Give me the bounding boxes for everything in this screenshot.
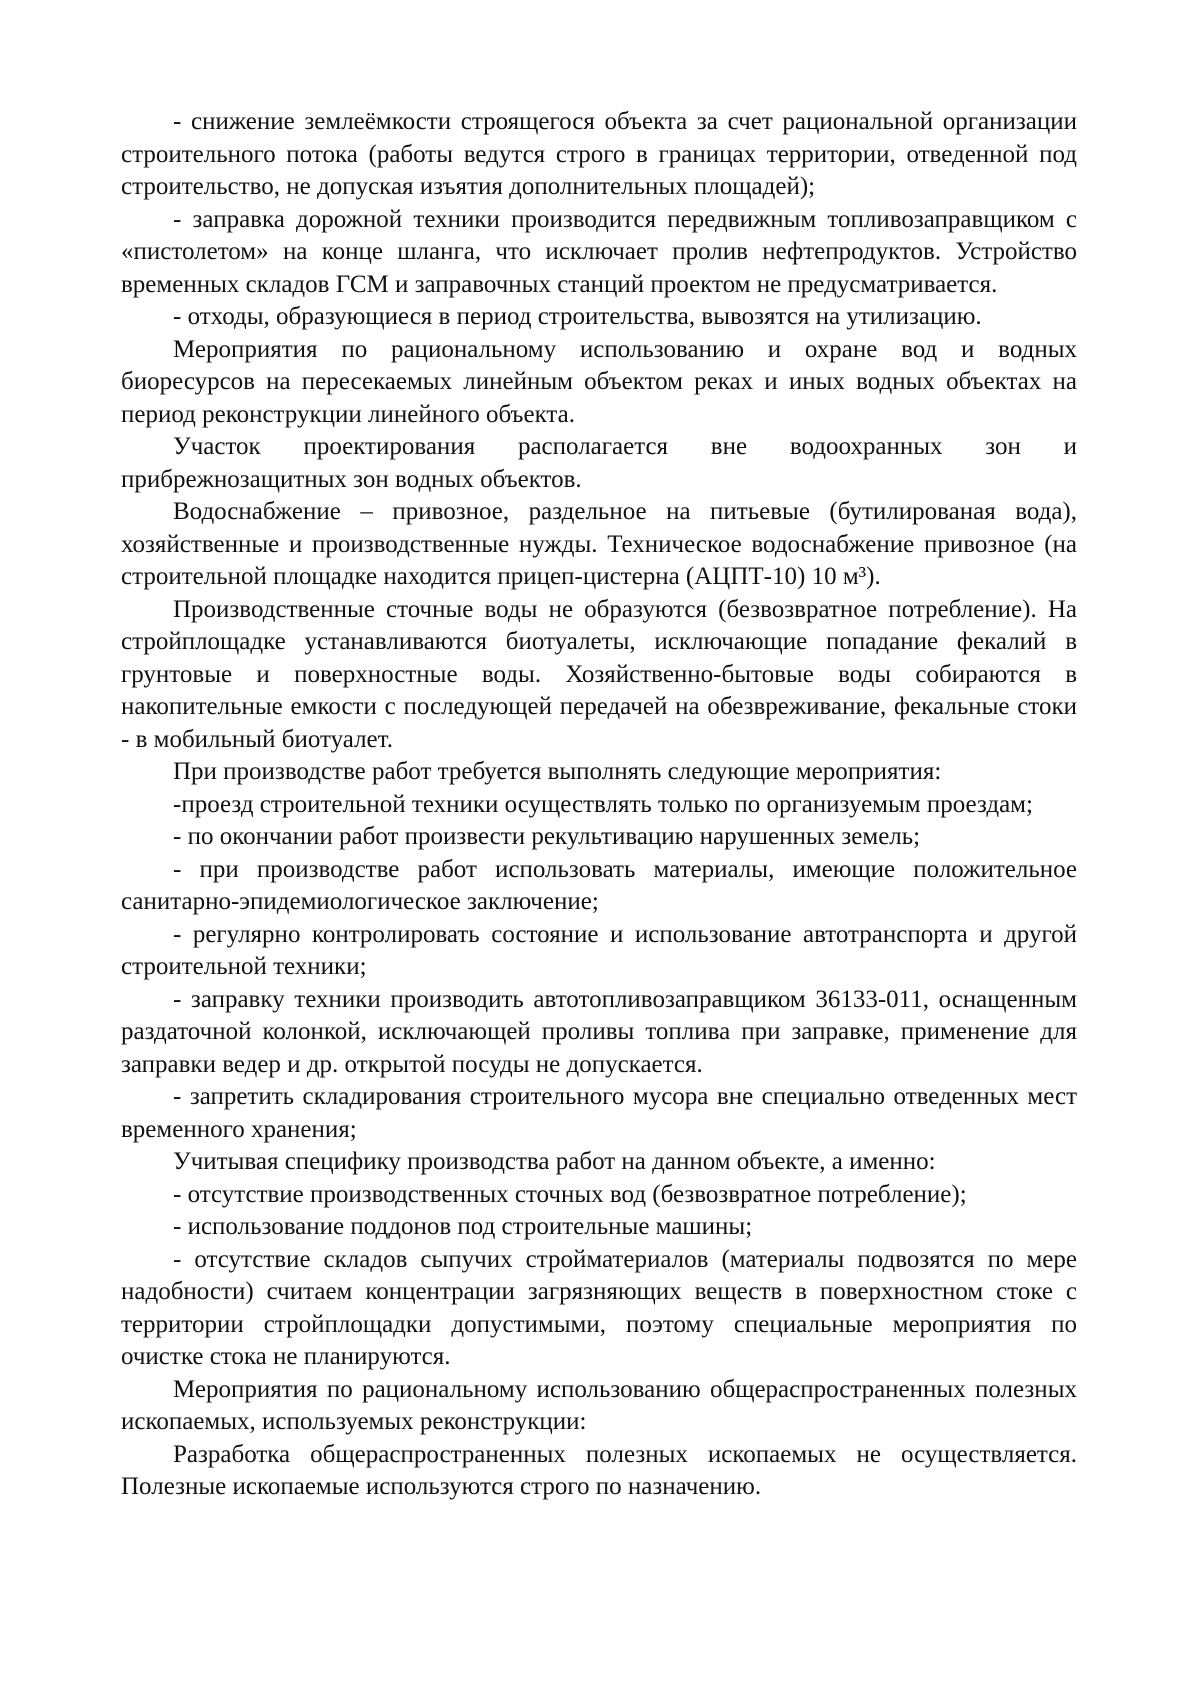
paragraph-refueling: - заправка дорожной техники производится передвижным топливозаправщиком с «пистолетом» на конце шланга, что исключает пролив нефтепродуктов. Устройство временных складов ГСМ и заправочных станций проектом не предусматривается. — [121, 205, 1077, 298]
paragraph-measure-recultivation: - по окончании работ произвести рекультивацию нарушенных земель; — [173, 823, 921, 850]
paragraph-measure-debris: - запретить складирования строительного мусора вне специально отведенных мест временного хранения; — [121, 1083, 1077, 1143]
paragraph-measures-intro: При производстве работ требуется выполнять следующие мероприятия: — [173, 758, 942, 785]
paragraph-design-area: Участок проектирования располагается вне водоохранных зон и прибрежнозащитных зон водных объектов. — [121, 433, 1077, 493]
paragraph-no-wastewater: - отсутствие производственных сточных вод (безвозвратное потребление); — [173, 1180, 967, 1208]
paragraph-minerals-heading: Мероприятия по рациональному использованию общераспространенных полезных ископаемых, используемых реконструкции: — [121, 1375, 1077, 1435]
paragraph-measure-driveways: -проезд строительной техники осуществлять только по организуемым проездам; — [173, 790, 1033, 818]
document-page — [121, 106, 1077, 1504]
paragraph-water-supply: Водоснабжение – привозное, раздельное на питьевые (бутилированая вода), хозяйственные и производственные нужды. Техническое водоснабжение привозное (на строительной площадке находится прицеп-цистерна (АЦПТ-10) 10 м³). — [121, 498, 1077, 590]
paragraph-land-use: - снижение землеёмкости строящегося объекта за счет рациональной организации строительного потока (работы ведутся строго в границах территории, отведенной под строительство, не допуская изъятия дополнительных площадей); — [121, 108, 1077, 200]
paragraph-waste: - отходы, образующиеся в период строительства, вывозятся на утилизацию. — [173, 303, 982, 330]
paragraph-wastewater: Производственные сточные воды не образуются (безвозвратное потребление). На стройплощадке устанавливаются биотуалеты, исключающие попадание фекалий в грунтовые и поверхностные воды. Хозяйственно-бытовые воды собираются в накопительные емкости с последующей передачей на обезвреживание, фекальные стоки - в мобильный биотуалет. — [121, 595, 1077, 753]
paragraph-measure-vehicle-control: - регулярно контролировать состояние и использование автотранспорта и другой строительной техники; — [121, 920, 1077, 980]
paragraph-minerals: Разработка общераспространенных полезных ископаемых не осуществляется. Полезные ископаемые используются строго по назначению. — [121, 1440, 1077, 1500]
paragraph-pallets: - использование поддонов под строительные машины; — [173, 1213, 753, 1240]
paragraph-water-measures-heading: Мероприятия по рациональному использованию и охране вод и водных биоресурсов на пересекаемых линейным объектом реках и иных водных объектах на период реконструкции линейного объекта. — [121, 335, 1077, 428]
paragraph-specifics-intro: Учитывая специфику производства работ на данном объекте, а именно: — [173, 1148, 936, 1175]
paragraph-measure-fueling: - заправку техники производить автотопливозаправщиком 36133-011, оснащенным раздаточной колонкой, исключающей проливы топлива при заправке, применение для заправки ведер и др. открытой посуды не допускается. — [121, 985, 1077, 1078]
paragraph-no-bulk-storage: - отсутствие складов сыпучих стройматериалов (материалы подвозятся по мере надобности) считаем концентрации загрязняющих веществ в поверхностном стоке с территории стройплощадки допустимыми, поэтому специальные мероприятия по очистке стока не планируются. — [121, 1245, 1077, 1370]
paragraph-measure-materials: - при производстве работ использовать материалы, имеющие положительное санитарно-эпидемиологическое заключение; — [121, 855, 1077, 915]
